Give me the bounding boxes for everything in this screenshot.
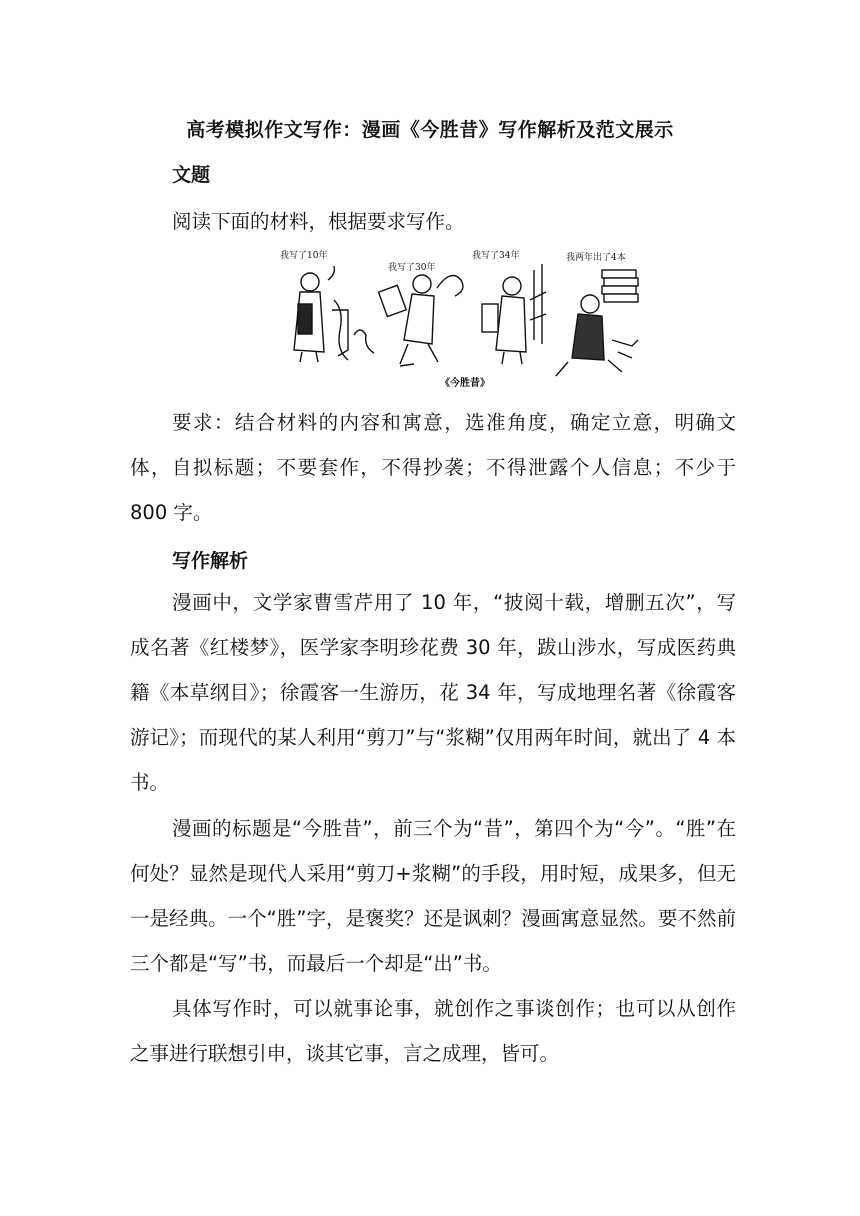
panel-3-figure xyxy=(482,264,546,364)
section-heading-analysis: 写作解析 xyxy=(172,550,249,572)
requirement-paragraph: 要求：结合材料的内容和寓意，选准角度，确定立意，明确文体，自拟标题；不要套作，不得抄袭；不得泄露个人信息；不少于 800 字。 xyxy=(130,411,736,524)
document-title: 高考模拟作文写作：漫画《今胜昔》写作解析及范文展示 xyxy=(186,119,674,141)
analysis-paragraph-2: 漫画的标题是“今胜昔”，前三个为“昔”，第四个为“今”。“胜”在何处？显然是现代人采用“剪刀+浆糊”的手段，用时短，成果多，但无一是经典。一个“胜”字，是褒奖？还是讽刺？漫画寓意显然。要不然前三个都是“写”书，而最后一个却是“出”书。 xyxy=(130,817,736,975)
cartoon-caption: 《今胜昔》 xyxy=(440,378,490,389)
cartoon-illustration xyxy=(272,240,652,392)
panel-2-figure xyxy=(378,275,463,366)
panel-1-figure xyxy=(294,266,374,362)
section-heading-prompt: 文题 xyxy=(172,164,211,186)
analysis-paragraph-1: 漫画中，文学家曹雪芹用了 10 年，“披阅十载，增删五次”，写成名著《红楼梦》，医学家李明珍花费 30 年，跋山涉水，写成医药典籍《本草纲目》；徐霞客一生游历，花 34 年，写成地理名著《徐霞客游记》；而现代的某人利用“剪刀”与“浆糊”仅用两年时间，就出了 4 本书。 xyxy=(130,591,736,794)
panel-1-label: 我写了10年 xyxy=(280,251,328,261)
intro-line: 阅读下面的材料，根据要求写作。 xyxy=(172,210,465,233)
panel-4-figure xyxy=(556,270,638,376)
cartoon-figure xyxy=(272,240,652,392)
analysis-paragraph-3: 具体写作时，可以就事论事，就创作之事谈创作；也可以从创作之事进行联想引申，谈其它事，言之成理，皆可。 xyxy=(130,997,736,1065)
panel-2-label: 我写了30年 xyxy=(388,263,436,273)
panel-3-label: 我写了34年 xyxy=(472,251,520,261)
panel-4-label: 我两年出了4本 xyxy=(566,253,626,263)
